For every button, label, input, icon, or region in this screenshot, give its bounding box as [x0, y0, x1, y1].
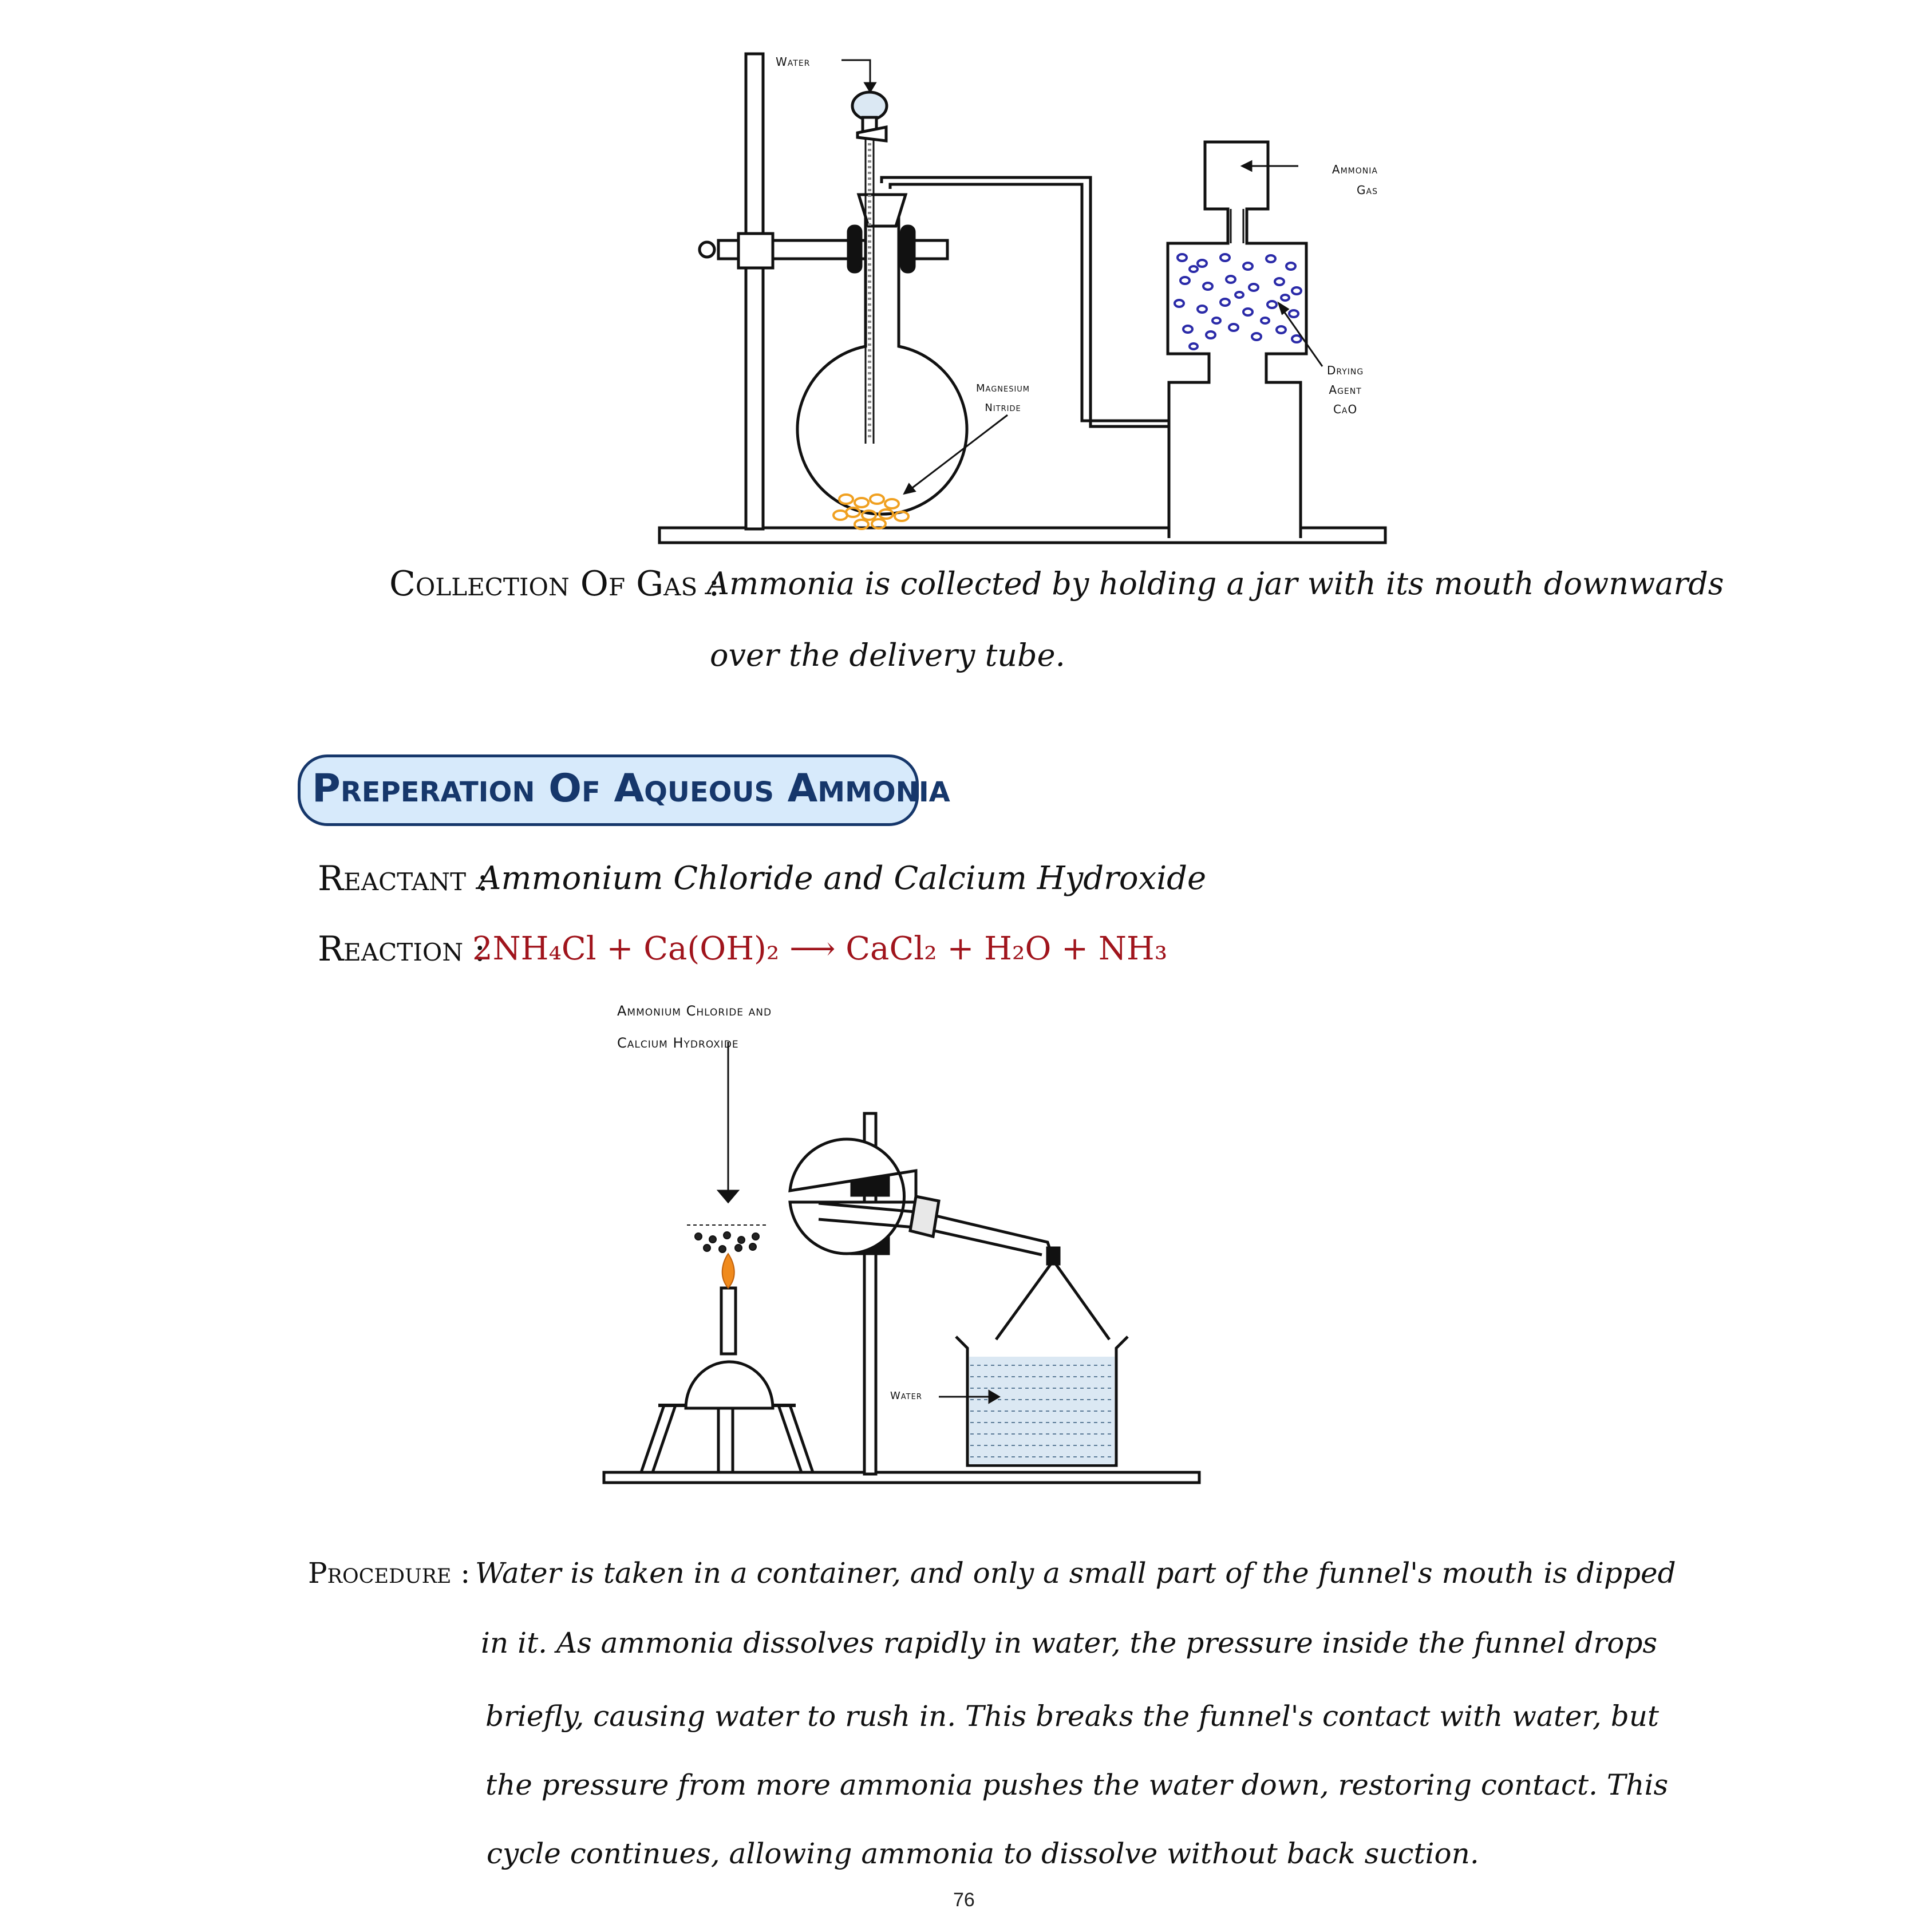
burner-tube: [721, 1288, 736, 1354]
procedure-line1: Water is taken in a container, and only a small part of the funnel's mouth is dipped: [475, 1556, 1676, 1590]
label-water-2: Water: [890, 1390, 922, 1402]
label-reactants: [617, 995, 772, 1059]
label-drying-agent-line1: Drying: [1327, 364, 1364, 377]
label-reactants-line1: Ammonium Chloride and: [617, 1003, 772, 1019]
page-number: 76: [953, 1889, 975, 1911]
cork-2: [910, 1196, 939, 1236]
label-ammonia-gas-line2: Gas: [1357, 183, 1378, 197]
section-heading: Preperation Of Aqueous Ammonia: [312, 766, 950, 811]
funnel-right: [1054, 1262, 1109, 1340]
flask-2-contents: [687, 1225, 767, 1253]
reaction-equation: 2NH₄Cl + Ca(OH)₂ ⟶ CaCl₂ + H₂O + NH₃: [472, 930, 1168, 967]
label-magnesium-nitride-line1: Magnesium: [976, 382, 1030, 394]
label-drying-agent-line2: Agent: [1329, 383, 1362, 397]
label-ammonia-gas-line1: Ammonia: [1332, 163, 1378, 176]
collection-line1: Ammonia is collected by holding a jar with its mouth downwards: [707, 566, 1724, 602]
flame: [722, 1254, 734, 1288]
label-magnesium-nitride-line2: Nitride: [985, 402, 1021, 414]
reactant-text: Ammonium Chloride and Calcium Hydroxide: [478, 860, 1207, 897]
procedure-line4: the pressure from more ammonia pushes the water down, restoring contact. This: [485, 1768, 1669, 1801]
procedure-term: Procedure :: [308, 1556, 471, 1590]
reactant-term: Reactant :: [318, 859, 489, 899]
label-water-1: Water: [776, 55, 811, 69]
procedure-line5: cycle continues, allowing ammonia to dissolve without back suction.: [487, 1837, 1479, 1870]
label-drying-agent-line3: CaO: [1333, 402, 1358, 416]
procedure-line3: briefly, causing water to rush in. This breaks the funnel's contact with water, but: [485, 1700, 1659, 1733]
funnel-left: [996, 1262, 1052, 1340]
collection-term: Collection Of Gas :: [389, 564, 720, 604]
procedure-line2: in it. As ammonia dissolves rapidly in water, the pressure inside the funnel drops: [481, 1626, 1658, 1660]
funnel-holder: [1048, 1248, 1059, 1264]
burner: [686, 1362, 773, 1408]
base-2: [604, 1472, 1199, 1483]
reaction-term: Reaction :: [318, 929, 486, 969]
label-reactants-line2: Calcium Hydroxide: [617, 1035, 739, 1051]
collection-line2: over the delivery tube.: [710, 637, 1065, 673]
